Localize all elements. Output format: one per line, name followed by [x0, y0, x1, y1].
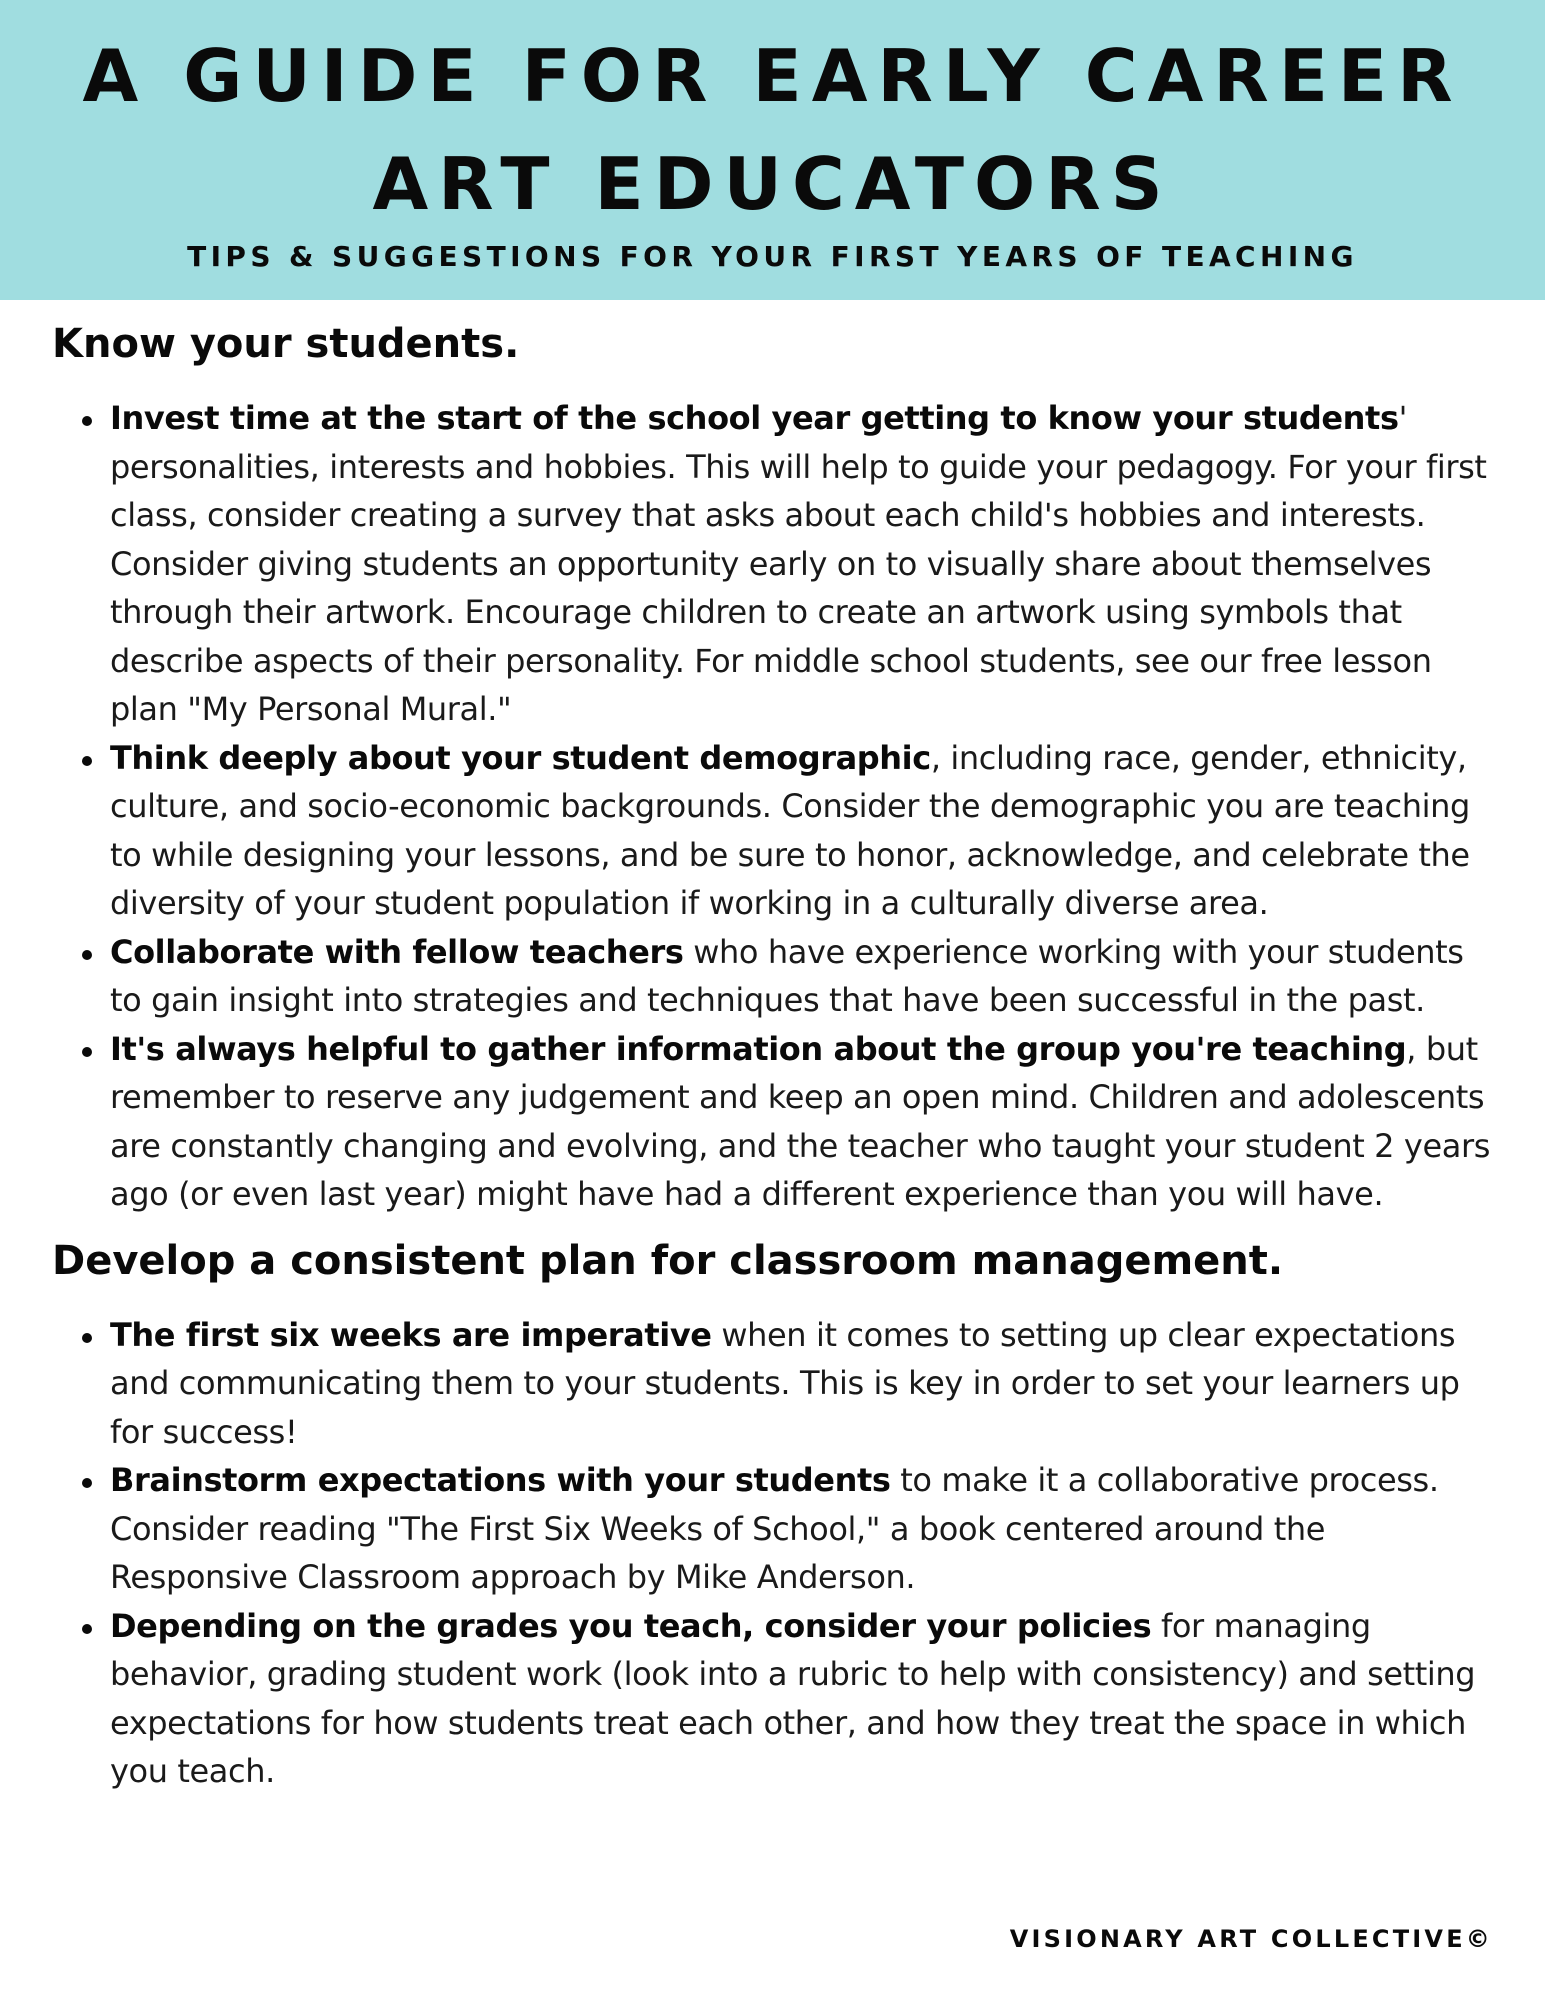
classroom-management-list	[52, 1311, 1502, 1796]
item-text: for managing behavior, grading student work (look into a rubric to help with consistency) and setting expectations for how students treat each other, and how they treat the space in which you teach.	[110, 1606, 1476, 1790]
page-subtitle: TIPS & SUGGESTIONS FOR YOUR FIRST YEARS OF TEACHING	[187, 240, 1358, 273]
bullet-icon	[82, 756, 92, 766]
item-text: when it comes to setting up clear expectations and communicating them to your students. This is key in order to set your learners up for success!	[110, 1315, 1460, 1451]
list-item	[52, 734, 1502, 928]
list-item	[52, 1025, 1502, 1219]
main-content	[52, 320, 1502, 1796]
item-bold-lead: It's always helpful to gather information about the group you're teaching	[110, 1029, 1407, 1068]
list-item	[52, 1311, 1502, 1457]
item-bold-lead: Brainstorm expectations with your students	[110, 1461, 891, 1499]
bullet-icon	[82, 950, 92, 960]
header-banner	[0, 0, 1545, 300]
bullet-icon	[82, 416, 92, 426]
bullet-icon	[82, 1624, 92, 1634]
list-item	[52, 1456, 1502, 1602]
bullet-icon	[82, 1047, 92, 1057]
list-item	[52, 394, 1502, 734]
item-text: who have experience working with your students to gain insight into strategies and techniques that have been successful in the past.	[110, 932, 1464, 1019]
item-bold-lead: Collaborate with fellow teachers	[110, 932, 684, 971]
page-title-line-1: A GUIDE FOR EARLY CAREER	[82, 34, 1463, 118]
item-text: , including race, gender, ethnicity, culture, and socio-economic backgrounds. Consider the demographic you are teaching to while designing your lessons, and be sure to honor, acknowledge, and celebrate the diversity of your student population if working in a culturally diverse area.	[110, 738, 1470, 922]
item-text: to make it a collaborative process. Consider reading "The First Six Weeks of School," a book centered around the Responsive Classroom approach by Mike Anderson.	[110, 1461, 1439, 1596]
footer-credit: VISIONARY ART COLLECTIVE©	[1009, 1925, 1493, 1953]
bullet-icon	[82, 1333, 92, 1343]
item-bold-lead: Invest time at the start of the school year getting to know your students	[110, 399, 1399, 437]
section-heading-classroom-management: Develop a consistent plan for classroom management.	[52, 1237, 1284, 1284]
item-text: , but remember to reserve any judgement and keep an open mind. Children and adolescents are constantly changing and evolving, and the teacher who taught your student 2 years ago (or even last year) might have had a different experience than you will have.	[110, 1029, 1490, 1213]
item-bold-lead: Depending on the grades you teach, consider your policies	[110, 1606, 1152, 1645]
page-title-line-2: ART EDUCATORS	[372, 142, 1173, 226]
item-text: ' personalities, interests and hobbies. This will help to guide your pedagogy. For your first class, consider creating a survey that asks about each child's hobbies and interests. Consider giving students an opportunity early on to visually share about themselves through their artwork. Encourage children to create an artwork using symbols that describe aspects of their personality. For middle school students, see our free lesson plan "My Personal Mural."	[110, 399, 1487, 728]
list-item	[52, 1602, 1502, 1796]
bullet-icon	[82, 1478, 92, 1488]
section-heading-know-students: Know your students.	[52, 321, 520, 367]
know-students-list	[52, 394, 1502, 1219]
item-bold-lead: Think deeply about your student demographic	[110, 738, 931, 777]
list-item	[52, 928, 1502, 1025]
item-bold-lead: The first six weeks are imperative	[110, 1315, 712, 1354]
